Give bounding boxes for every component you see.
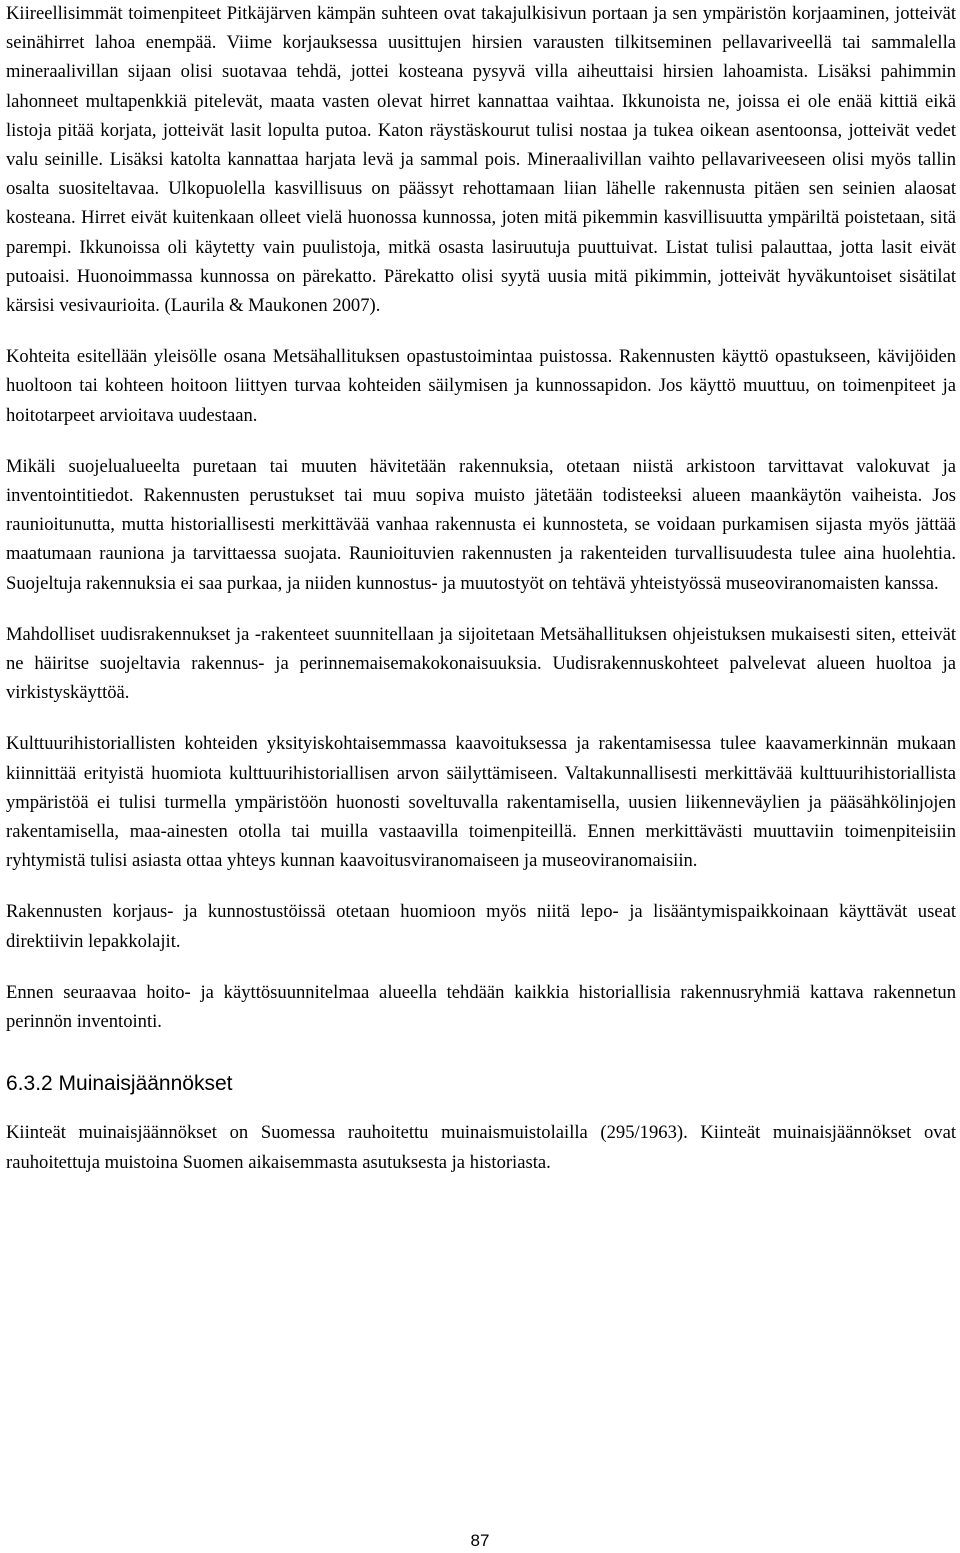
body-paragraph: Mahdolliset uudisrakennukset ja -rakenteet suunnitellaan ja sijoitetaan Metsähallituksen ohjeistuksen mukaisesti siten, etteivät ne häiritse suojeltavia rakennus- ja perinnemaisemakokonaisuuksia. Uudisrakennuskohteet palvelevat alueen huoltoa ja virkistyskäyttöä. [6,623,956,704]
page-number: 87 [470,1531,490,1550]
section-heading: 6.3.2 Muinaisjäännökset [6,1072,233,1096]
document-page [6,0,956,1199]
body-paragraph: Mikäli suojelualueelta puretaan tai muuten hävitetään rakennuksia, otetaan niistä arkistoon tarvittavat valokuvat ja inventointitiedot. Rakennusten perustukset tai muu sopiva muisto jätetään todisteeksi alueen maankäytön vaiheista. Jos raunioitunutta, mutta historiallisesti merkittävää vanhaa rakennusta ei kunnosteta, se voidaan purkamisen sijasta myös jättää maatumaan rauniona ja tarvittaessa suojata. Raunioituvien rakennusten ja rakenteiden turvallisuudesta tulee aina huolehtia. Suojeltuja rakennuksia ei saa purkaa, ja niiden kunnostus- ja muutostyöt on tehtävä yhteistyössä museoviranomaisten kanssa. [6,455,956,594]
body-paragraph: Kohteita esitellään yleisölle osana Metsähallituksen opastustoimintaa puistossa. Rakennusten käyttö opastukseen, kävijöiden huoltoon tai kohteen hoitoon liittyen turvaa kohteiden säilymisen ja kunnossapidon. Jos käyttö muuttuu, on toimenpiteet ja hoitotarpeet arvioitava uudestaan. [6,346,956,426]
body-paragraph: Ennen seuraavaa hoito- ja käyttösuunnitelmaa alueella tehdään kaikkia historiallisia rakennusryhmiä kattava rakennetun perinnön inventointi. [6,981,956,1033]
body-paragraph: Kulttuurihistoriallisten kohteiden yksityiskohtaisemmassa kaavoituksessa ja rakentamisessa tulee kaavamerkinnän mukaan kiinnittää erityistä huomiota kulttuurihistoriallisen arvon säilyttämiseen. Valtakunnallisesti merkittävää kulttuurihistoriallista ympäristöä ei tulisi turmella ympäristöön huonosti soveltuvalla rakentamisella, uusien liikenneväylien ja pääsähkölinjojen rakentamisella, maa-ainesten otolla tai muilla vastaavilla toimenpiteillä. Ennen merkittävästi muuttaviin toimenpiteisiin ryhtymistä tulisi asiasta ottaa yhteys kunnan kaavoitusviranomaiseen ja museoviranomaisiin. [6,733,956,872]
section-paragraph: Kiinteät muinaisjäännökset on Suomessa rauhoitettu muinaismuistolailla (295/1963). Kiinteät muinaisjäännökset ovat rauhoitettuja muistoina Suomen aikaisemmasta asutuksesta ja historiasta. [6,1122,956,1173]
body-paragraph: Rakennusten korjaus- ja kunnostustöissä otetaan huomioon myös niitä lepo- ja lisääntymispaikkoinaan käyttävät useat direktiivin lepakkolajit. [6,901,956,952]
body-paragraph: Kiireellisimmät toimenpiteet Pitkäjärven kämpän suhteen ovat takajulkisivun portaan ja sen ympäristön korjaaminen, jotteivät seinähirret lahoa enempää. Viime korjauksessa uusittujen hirsien varausten tilkitseminen pellavariveellä tai sammalella mineraalivillan sijaan olisi suotavaa tehdä, jottei kosteana pysyvä villa aiheuttaisi hirsien lahoamista. Lisäksi pahimmin lahonneet multapenkkiä pitelevät, maata vasten olevat hirret kannattaa vaihtaa. Ikkunoista ne, joissa ei ole enää kittiä eikä listoja pitää korjata, jotteivät lasit lopulta putoa. Katon räystäskourut tulisi nostaa ja tukea oikean asentoonsa, jotteivät vedet valu seinille. Lisäksi katolta kannattaa harjata levä ja sammal pois. Mineraalivillan vaihto pellavariveeseen olisi myös tallin osalta suositeltavaa. Ulkopuolella kasvillisuus on päässyt rehottamaan liian lähelle rakennusta pitäen sen seinien alaosat kosteana. Hirret eivät kuitenkaan olleet vielä huonossa kunnossa, joten mitä pikemmin kasvillisuutta ympäriltä poistetaan, sitä parempi. Ikkunoissa oli käytetty vain puulistoja, mitkä osasta lasiruutuja puuttuivat. Listat tulisi palauttaa, jotta lasit eivät putoaisi. Huonoimmassa kunnossa on pärekatto. Pärekatto olisi syytä uusia mitä pikimmin, jotteivät hyväkuntoiset sisätilat kärsisi vesivaurioita. (Laurila & Maukonen 2007). [6,3,956,317]
